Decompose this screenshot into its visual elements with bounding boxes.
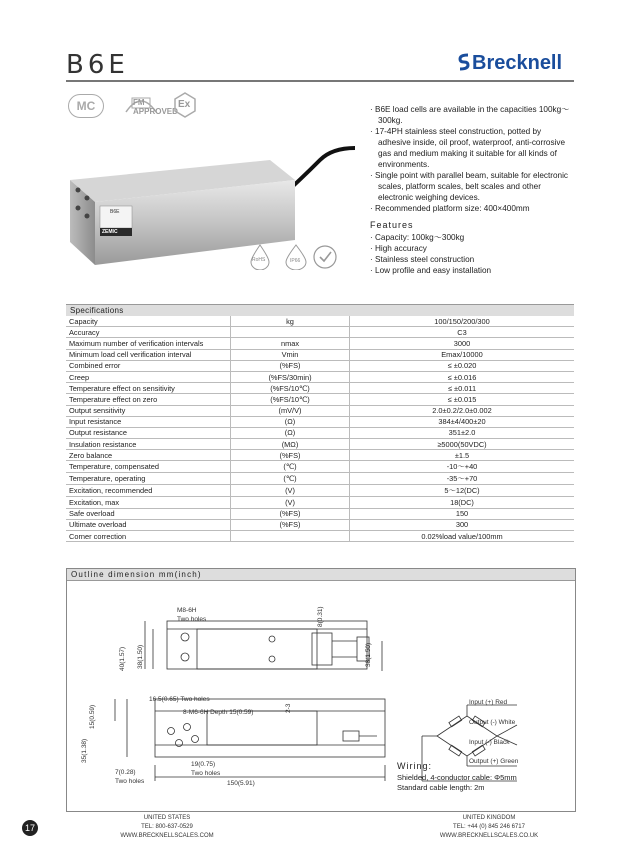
spec-unit: (V) [231, 497, 350, 508]
spec-value: 100/150/200/300 [350, 316, 575, 327]
spec-name: Creep [66, 371, 231, 382]
spec-value: -35～+70 [350, 473, 575, 485]
table-row [66, 360, 574, 371]
wire-output-minus: Output (-) White [469, 719, 516, 726]
spec-name: Temperature, compensated [66, 461, 231, 473]
spec-name: Zero balance [66, 450, 231, 461]
dim-16: 16.5(0.65) Two holes [149, 696, 210, 703]
table-row [66, 405, 574, 416]
spec-name: Input resistance [66, 416, 231, 427]
table-row [66, 371, 574, 382]
spec-value: 2.0±0.2/2.0±0.002 [350, 405, 575, 416]
table-row [66, 497, 574, 508]
bullet-item: · B6E load cells are available in the capacities 100kg～300kg. [370, 105, 570, 125]
dim-two-holes: Two holes [177, 616, 207, 623]
feature-item: · Stainless steel construction [370, 255, 475, 264]
spec-value: -10～+40 [350, 461, 575, 473]
spec-name: Insulation resistance [66, 439, 231, 450]
dim-m8: M8-6H [177, 607, 197, 614]
spec-name: Excitation, recommended [66, 485, 231, 497]
spec-value: 351±2.0 [350, 427, 575, 438]
wire-input-minus: Input (-) Black [469, 739, 510, 746]
spec-name: Combined error [66, 360, 231, 371]
table-row [66, 338, 574, 349]
spec-value: ≥5000(50VDC) [350, 439, 575, 450]
table-row [66, 519, 574, 530]
spec-unit: (Ω) [231, 427, 350, 438]
outline-section [66, 568, 576, 812]
dim-19: 19(0.75) [191, 761, 216, 768]
spec-unit: (%FS/10℃) [231, 394, 350, 405]
spec-name: Minimum load cell verification interval [66, 349, 231, 360]
feature-item: · High accuracy [370, 244, 427, 253]
spec-unit: kg [231, 316, 350, 327]
brand-mark-icon [458, 53, 470, 71]
dim-m6: 8-M6-6H Depth 15(0.59) [183, 709, 254, 716]
wire-output-plus: Output (+) Green [469, 758, 519, 765]
footer-uk: UNITED KINGDOM TEL: +44 (0) 845 246 6717 WWW.BRECKNELLSCALES.CO.UK [439, 815, 539, 839]
label-brand: ZEMIC [102, 229, 118, 235]
product-title: B6E [66, 50, 129, 80]
specifications-section [66, 304, 574, 542]
spec-unit: (%FS) [231, 508, 350, 519]
dim-2-3: 2-3 [285, 703, 292, 713]
label-model: B6E [110, 209, 120, 215]
spec-name: Capacity [66, 316, 231, 327]
spec-unit [231, 327, 350, 338]
cert-mc: MC [68, 94, 104, 118]
spec-name: Accuracy [66, 327, 231, 338]
footer-us: UNITED STATES TEL: 800-637-0529 WWW.BRECKNELLSCALES.COM [120, 815, 214, 839]
spec-unit: (Ω) [231, 416, 350, 427]
description-block [370, 104, 570, 276]
wiring-heading: Wiring: [397, 761, 433, 771]
spec-unit: (%FS) [231, 360, 350, 371]
check-seal-icon [312, 244, 338, 270]
bullet-item: · 17-4PH stainless steel construction, potted by adhesive inside, oil proof, waterproof, anti-corrosive gas and medium making it suitable for all kinds of environments. [370, 127, 566, 169]
spec-unit: (%FS) [231, 450, 350, 461]
spec-unit: (MΩ) [231, 439, 350, 450]
feature-item: · Capacity: 100kg～300kg [370, 233, 465, 242]
brand-logo: Brecknell [458, 52, 562, 75]
table-row [66, 461, 574, 473]
table-row [66, 439, 574, 450]
table-row [66, 427, 574, 438]
dim-two-holes-2: Two holes [191, 770, 221, 777]
wire-input-plus: Input (+) Red [469, 699, 508, 706]
spec-unit: (%FS/30min) [231, 371, 350, 382]
dim-38: 38(1.50) [137, 644, 144, 669]
table-row [66, 394, 574, 405]
spec-unit: nmax [231, 338, 350, 349]
table-row [66, 485, 574, 497]
ip-badge: IP66 [284, 244, 308, 270]
spec-name: Maximum number of verification intervals [66, 338, 231, 349]
dim-150: 150(5.91) [227, 780, 255, 787]
dim-40: 40(1.57) [119, 646, 126, 671]
spec-value: 18(DC) [350, 497, 575, 508]
spec-value: 300 [350, 519, 575, 530]
dim-15: 15(0.59) [89, 704, 96, 729]
specifications-heading: Specifications [66, 304, 574, 316]
header-rule [66, 80, 574, 82]
spec-unit [231, 531, 350, 542]
table-row [66, 316, 574, 327]
spec-value: ≤ ±0.011 [350, 383, 575, 394]
spec-value: ±1.5 [350, 450, 575, 461]
quality-badge [312, 244, 338, 270]
spec-value: 5～12(DC) [350, 485, 575, 497]
table-row [66, 531, 574, 542]
dim-7: 7(0.28) [115, 769, 136, 776]
spec-name: Temperature effect on zero [66, 394, 231, 405]
outline-heading: Outline dimension mm(inch) [67, 569, 575, 581]
spec-value: ≤ ±0.016 [350, 371, 575, 382]
dim-38-right: 38(1.50) [365, 642, 372, 667]
table-row [66, 473, 574, 485]
spec-name: Temperature, operating [66, 473, 231, 485]
spec-value: Emax/10000 [350, 349, 575, 360]
bullet-item: · Single point with parallel beam, suitable for electronic scales, platform scales, belt scales and other electronic weighing devices. [370, 171, 568, 202]
spec-unit: (℃) [231, 473, 350, 485]
table-row [66, 416, 574, 427]
specifications-table [66, 316, 574, 542]
spec-name: Ultimate overload [66, 519, 231, 530]
spec-unit: (℃) [231, 461, 350, 473]
feature-item: · Low profile and easy installation [370, 266, 492, 275]
table-row [66, 450, 574, 461]
ip-drop-icon [284, 244, 308, 270]
spec-value: 3000 [350, 338, 575, 349]
table-row [66, 508, 574, 519]
spec-unit: (%FS/10℃) [231, 383, 350, 394]
spec-unit: (%FS) [231, 519, 350, 530]
features-heading: Features [370, 220, 414, 230]
page-number: 17 [22, 820, 38, 836]
spec-name: Output sensitivity [66, 405, 231, 416]
table-row [66, 327, 574, 338]
spec-unit: Vmin [231, 349, 350, 360]
spec-name: Temperature effect on sensitivity [66, 383, 231, 394]
bullet-item: · Recommended platform size: 400×400mm [370, 204, 530, 213]
spec-value: C3 [350, 327, 575, 338]
dim-8: 8(0.31) [317, 606, 324, 627]
wiring-length: Standard cable length: 2m [397, 783, 485, 792]
wiring-cable: Shielded, 4-conductor cable: Φ5mm [397, 773, 517, 782]
cert-ex: Ex [174, 92, 196, 118]
spec-name: Output resistance [66, 427, 231, 438]
spec-value: 384±4/400±20 [350, 416, 575, 427]
spec-unit: (V) [231, 485, 350, 497]
spec-name: Corner correction [66, 531, 231, 542]
spec-value: 150 [350, 508, 575, 519]
table-row [66, 383, 574, 394]
dim-35: 35(1.38) [81, 738, 88, 763]
dim-two-holes-3: Two holes [115, 778, 145, 785]
cert-fm: FM APPROVED [120, 92, 162, 118]
spec-name: Excitation, max [66, 497, 231, 508]
spec-value: ≤ ±0.020 [350, 360, 575, 371]
rohs-badge: RoHS [249, 244, 271, 270]
table-row [66, 349, 574, 360]
spec-name: Safe overload [66, 508, 231, 519]
spec-value: ≤ ±0.015 [350, 394, 575, 405]
spec-value: 0.02%load value/100mm [350, 531, 575, 542]
spec-unit: (mV/V) [231, 405, 350, 416]
